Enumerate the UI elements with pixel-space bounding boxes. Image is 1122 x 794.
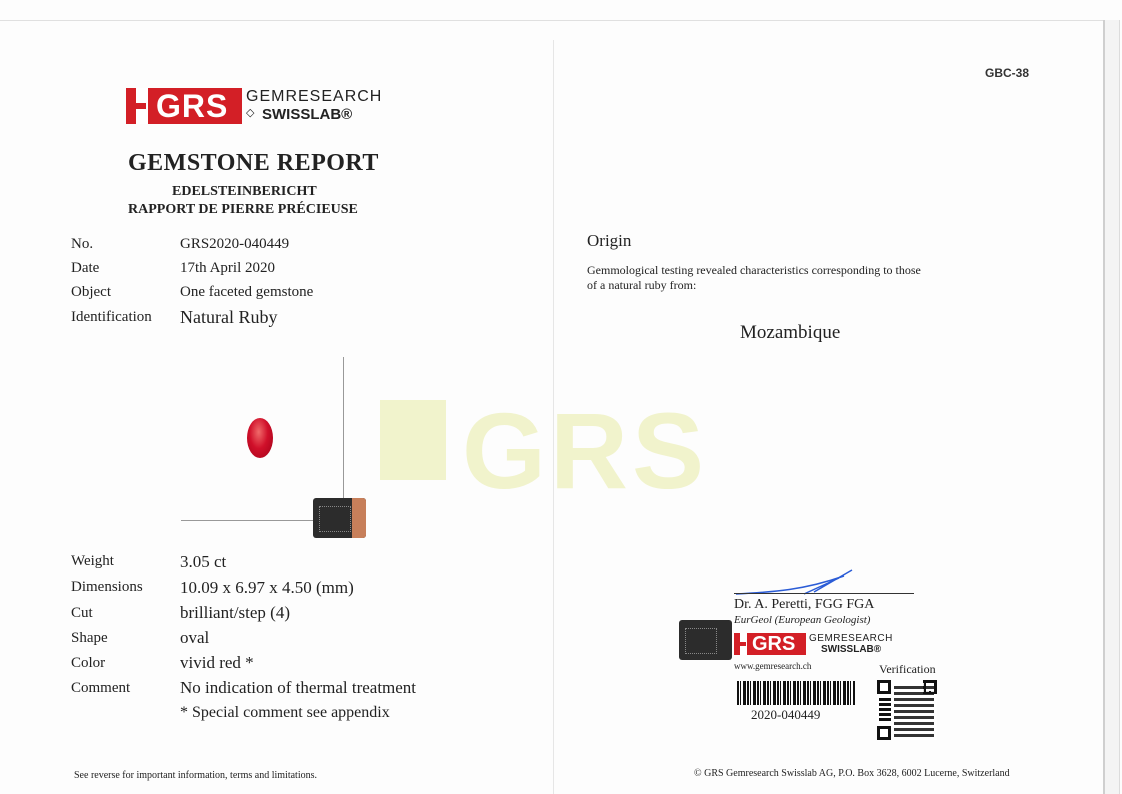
watermark-mark	[380, 400, 446, 480]
detail-label-cut: Cut	[71, 605, 93, 621]
origin-text-line2: of a natural ruby from:	[587, 278, 697, 292]
detail-label-weight: Weight	[71, 553, 114, 569]
field-value-object: One faceted gemstone	[180, 284, 314, 300]
report-subtitle-fr: RAPPORT DE PIERRE PRÉCIEUSE	[128, 202, 358, 217]
detail-label-dimensions: Dimensions	[71, 579, 143, 595]
qr-code	[877, 680, 937, 740]
logo-small-line2: SWISSLAB®	[821, 644, 882, 655]
detail-value-dimensions: 10.09 x 6.97 x 4.50 (mm)	[180, 578, 354, 597]
grs-logo-small-text: GRS	[752, 632, 796, 655]
footer-left-note: See reverse for important information, terms and limitations.	[74, 770, 317, 781]
field-value-identification: Natural Ruby	[180, 307, 278, 327]
detail-label-comment: Comment	[71, 680, 131, 696]
origin-text-line1: Gemmological testing revealed characteristics corresponding to those	[587, 263, 921, 277]
grs-logo-mark	[126, 88, 242, 124]
signatory-name: Dr. A. Peretti, FGG FGA	[734, 597, 875, 612]
corner-code: GBC-38	[985, 66, 1030, 80]
logo-line1: GEMRESEARCH	[246, 88, 383, 105]
website-text: www.gemresearch.ch	[734, 661, 812, 671]
field-value-date: 17th April 2020	[180, 260, 276, 276]
origin-country: Mozambique	[740, 322, 841, 343]
diamond-icon: ◇	[246, 107, 255, 119]
photo-guide-vertical	[343, 357, 344, 517]
footer-right-note: © GRS Gemresearch Swisslab AG, P.O. Box 3628, 6002 Lucerne, Switzerland	[694, 768, 1010, 779]
signature-line	[734, 593, 914, 594]
detail-label-shape: Shape	[71, 630, 108, 646]
logo-small-line1: GEMRESEARCH	[809, 633, 893, 644]
detail-value-cut: brilliant/step (4)	[180, 603, 291, 622]
grs-logo-text: GRS	[156, 87, 229, 124]
detail-value-comment: No indication of thermal treatment	[180, 678, 417, 697]
verification-label: Verification	[879, 662, 936, 676]
report-title: GEMSTONE REPORT	[128, 150, 379, 176]
field-value-no: GRS2020-040449	[180, 236, 290, 252]
photo-guide-horizontal	[181, 520, 316, 521]
hologram-stamp	[313, 498, 366, 538]
ruby-photo	[247, 418, 273, 458]
right-page-edge	[1103, 20, 1120, 794]
hologram-stamp-small	[679, 620, 732, 660]
field-label-date: Date	[71, 260, 100, 276]
field-label-no: No.	[71, 236, 94, 252]
detail-value-shape: oval	[180, 628, 210, 647]
field-label-identification: Identification	[71, 309, 152, 325]
grs-logo-small	[734, 633, 806, 655]
field-label-object: Object	[71, 284, 111, 300]
barcode-number: 2020-040449	[751, 707, 821, 722]
origin-heading: Origin	[587, 231, 632, 250]
logo-line2: SWISSLAB®	[262, 106, 353, 123]
detail-value-color: vivid red *	[180, 653, 254, 672]
barcode	[737, 681, 855, 705]
detail-label-color: Color	[71, 655, 106, 671]
signatory-title: EurGeol (European Geologist)	[734, 614, 871, 626]
watermark-grs: GRS	[462, 390, 709, 511]
special-comment-note: * Special comment see appendix	[180, 704, 390, 721]
detail-value-weight: 3.05 ct	[180, 552, 227, 571]
page-top-edge	[0, 20, 1103, 21]
report-subtitle-de: EDELSTEINBERICHT	[172, 184, 317, 199]
